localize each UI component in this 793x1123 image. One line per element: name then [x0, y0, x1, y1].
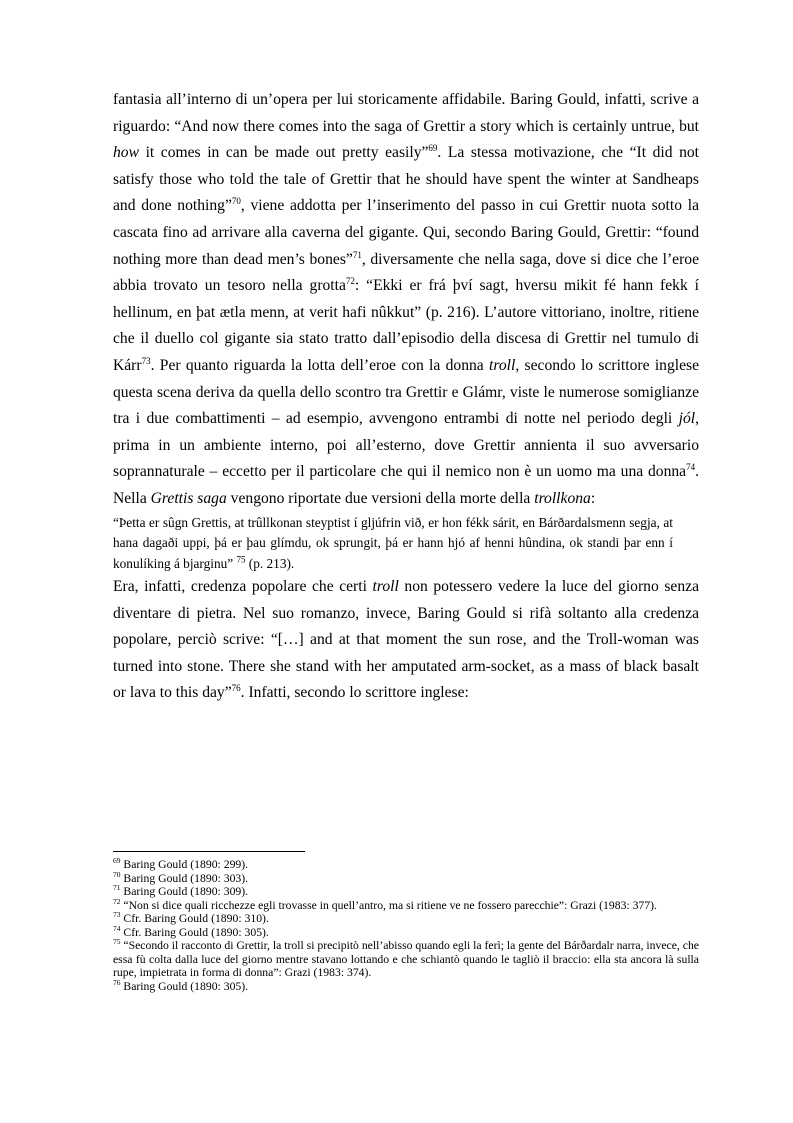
footnote-text: Cfr. Baring Gould (1890: 305). — [120, 925, 269, 939]
footnote-text: Baring Gould (1890: 305). — [120, 979, 249, 993]
footnote-70 — [113, 869, 699, 886]
text-run: it comes in can be made out pretty easily” — [139, 144, 429, 162]
footnote-number: 73 — [113, 910, 121, 920]
footnote-divider — [113, 851, 305, 852]
text-run: . Infatti, secondo lo scrittore inglese: — [240, 684, 469, 702]
text-run: : — [590, 489, 596, 507]
paragraph-2 — [113, 574, 699, 707]
footnote-number: 69 — [113, 856, 121, 866]
footnote-ref-76[interactable]: 76 — [231, 683, 241, 694]
text-run: . Per quanto riguarda la lotta dell’eroe con la donna — [150, 356, 490, 374]
footnote-74 — [113, 923, 699, 940]
text-run: : “Ekki er frá því sagt, hversu mikit fé hann fekk í hellinum, en þat ætla menn, at verit hafi nûkkut” (p. 216). L’autore vittoriano, inoltre, ritiene che il duello col gigante sia stato tratto dall’episodio della discesa di Grettir nel tumulo di Kárr — [113, 277, 700, 374]
italic-text: troll — [372, 578, 399, 595]
footnote-ref-74[interactable]: 74 — [686, 462, 696, 473]
text-run: , secondo lo scrittore inglese questa scena deriva da quella dello scontro tra Grettir e Glámr, viste le numerose somiglianze tra i due combattimenti – ad esempio, avvengono entrambi di notte nel periodo degli — [113, 356, 699, 428]
footnote-ref-75[interactable]: 75 — [236, 554, 246, 565]
text-run: non potessero vedere la luce del giorno senza diventare di pietra. Nel suo romanzo, invece, Baring Gould si rifà soltanto alla credenza popolare, perciò scrive: “[…] and at that moment the sun rose, and the Troll-woman was turned into stone. There she stand with her amputated arm-socket, as a mass of black basalt or lava to this day” — [113, 578, 699, 702]
text-run: fantasia all’interno di un’opera per lui storicamente affidabile. Baring Gould, infatti, scrive a riguardo: “And now there comes into the saga of Grettir a story which is certainly untrue, but — [113, 91, 699, 135]
footnote-71 — [113, 885, 699, 899]
text-run: . Nella — [113, 463, 699, 507]
italic-text: Grettis saga — [150, 489, 227, 507]
footnote-ref-72[interactable]: 72 — [345, 275, 355, 286]
text-run: (p. 213). — [245, 555, 295, 571]
footnote-text: Baring Gould (1890: 299). — [120, 858, 249, 871]
footnote-text: Baring Gould (1890: 303). — [120, 871, 249, 885]
footnote-ref-73[interactable]: 73 — [141, 355, 151, 366]
footnote-number: 71 — [113, 883, 121, 893]
footnote-72 — [113, 896, 699, 913]
footnote-text: Baring Gould (1890: 309). — [120, 885, 249, 898]
footnote-ref-71[interactable]: 71 — [352, 249, 362, 260]
footnote-text: “Secondo il racconto di Grettir, la troll si precipitò nell’abisso quando egli la ferì; la gente del Bárðardalr narra, invece, che essa fù colta dalla luce del giorno mentre stavano lottando e che schiantò quando le tagliò il braccio: ella sta ancora là sulla rupe, impietrata in forma di donna”: Grazi (1983: 374). — [113, 939, 699, 979]
footnote-number: 72 — [113, 896, 121, 906]
footnote-text: “Non si dice quali ricchezze egli trovasse in quell’antro, ma si ritiene ve ne fossero parecchie”: Grazi (1983: 377). — [120, 898, 657, 912]
paragraph-1 — [113, 87, 699, 513]
block-quote — [113, 513, 673, 575]
quote-text: “Þetta er sûgn Grettis, at trûllkonan steyptist í gljúfrin við, er hon fékk sárit, en Bárðardalsmenn segja, at hana dagaði uppi, þá er þau glímdu, ok sprungit, þá er hann hjó af henni hûndina, ok standi þar enn í konulíking á bjarginu” — [113, 514, 673, 571]
footnote-73 — [113, 912, 699, 926]
footnote-number: 74 — [113, 923, 121, 933]
footnote-ref-70[interactable]: 70 — [231, 196, 241, 207]
italic-text: how — [113, 144, 139, 162]
footnote-76 — [113, 977, 699, 994]
text-run: , prima in un ambiente interno, poi all’esterno, dove Grettir annienta il suo avversario soprannaturale – eccetto per il particolare che qui il nemico non è un uomo ma una donna — [113, 410, 699, 481]
text-run: . La stessa motivazione, che “It did not satisfy those who told the tale of Grettir that he should have spent the winter at Sandheaps and done nothing” — [113, 144, 699, 215]
footnote-75 — [113, 939, 699, 980]
italic-text: jól — [678, 410, 696, 428]
text-run: , viene addotta per l’inserimento del passo in cui Grettir nuota sotto la cascata fino ad arrivare alla caverna del gigante. Qui, secondo Baring Gould, Grettir: “found nothing more than dead men’s bones” — [113, 197, 699, 268]
text-run: vengono riportate due versioni della morte della — [226, 489, 535, 507]
footnote-number: 70 — [113, 869, 121, 879]
footnote-text: Cfr. Baring Gould (1890: 310). — [120, 912, 269, 925]
text-run: , diversamente che nella saga, dove si dice che l’eroe abbia trovato un tesoro nella grotta — [113, 250, 699, 295]
footnote-number: 75 — [113, 937, 121, 947]
footnote-ref-69[interactable]: 69 — [428, 143, 438, 153]
footnote-number: 76 — [113, 977, 121, 987]
main-text — [113, 87, 699, 707]
italic-text: trollkona — [534, 489, 591, 507]
footnotes — [113, 858, 699, 993]
italic-text: troll — [489, 356, 516, 374]
footnote-69 — [113, 858, 699, 872]
text-run: Era, infatti, credenza popolare che certi — [113, 578, 373, 595]
